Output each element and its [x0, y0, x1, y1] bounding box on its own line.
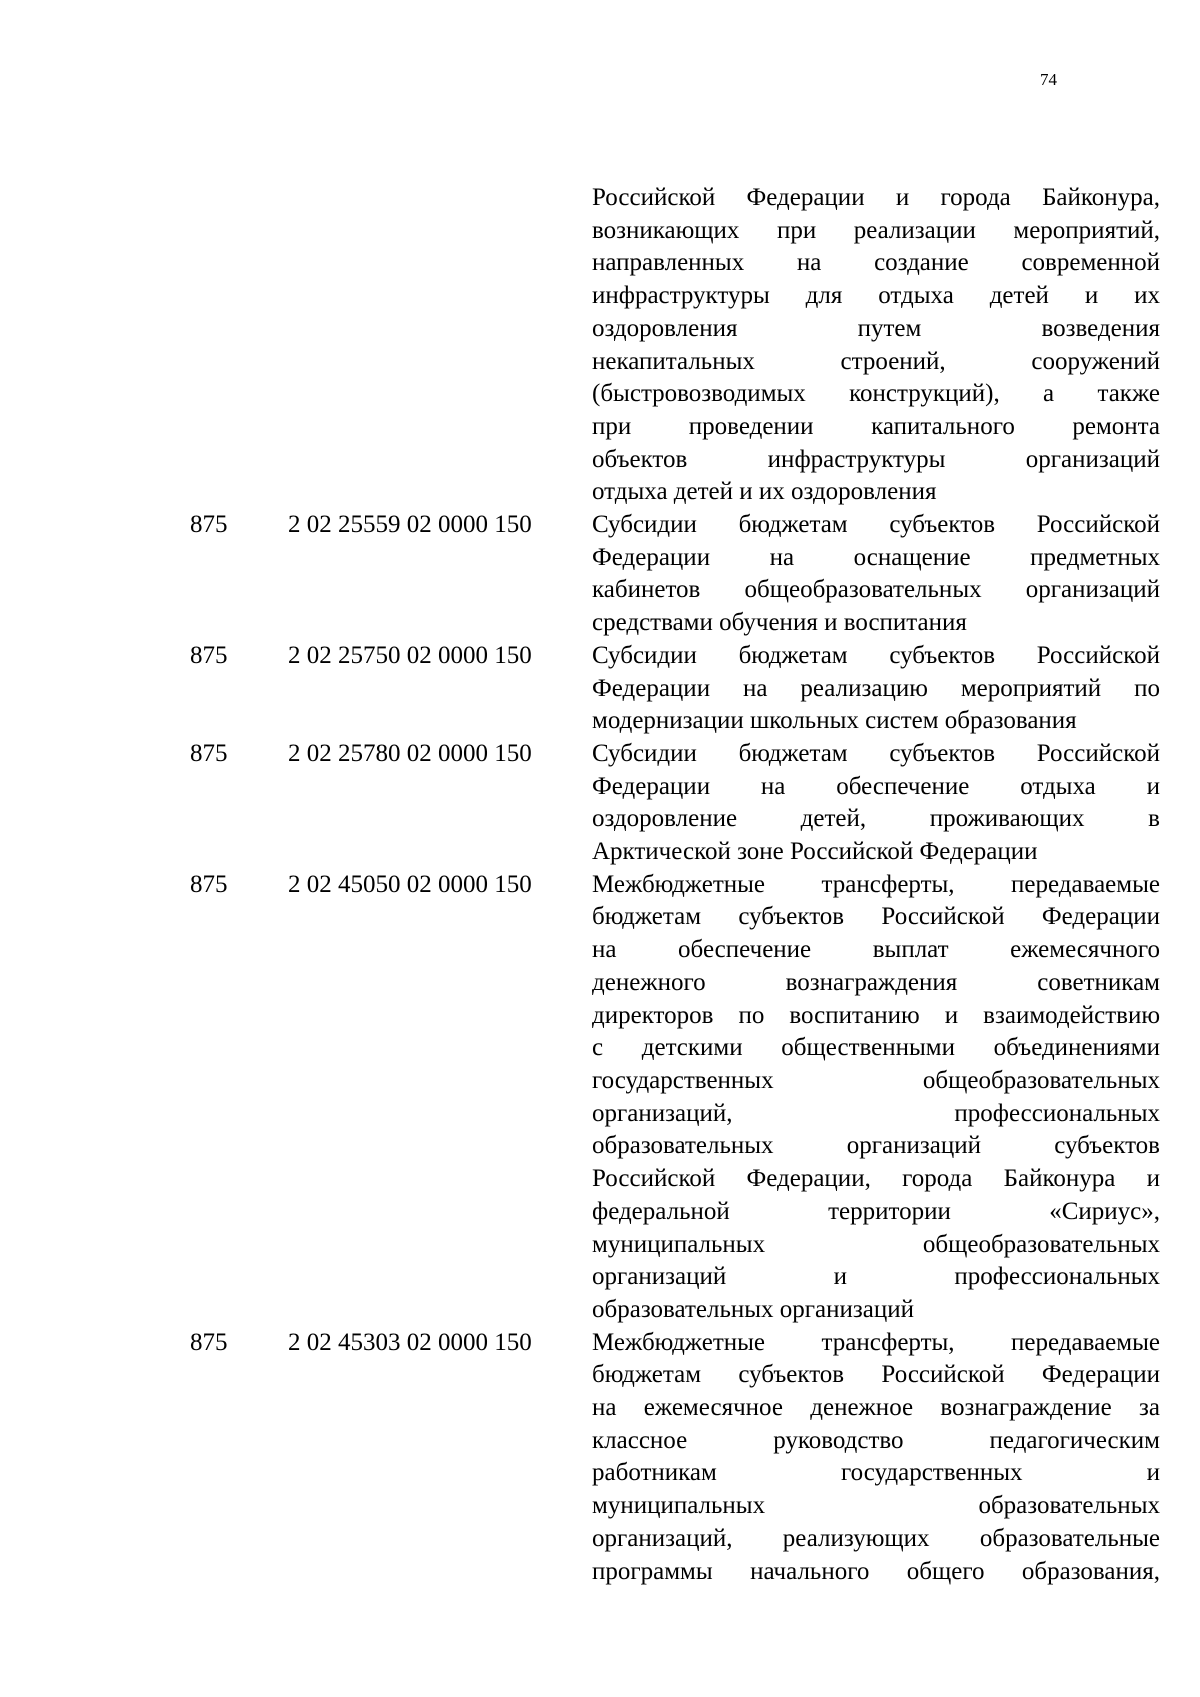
description-line: Субсидии бюджетам субъектов Российской	[592, 511, 1160, 539]
description-line: Российской Федерации и города Байконура,	[592, 184, 1160, 211]
description-line: кабинетов общеобразовательных организаций	[592, 576, 1160, 604]
description-line: организаций и профессиональных	[592, 1263, 1160, 1291]
description-line: образовательных организаций субъектов	[592, 1132, 1160, 1160]
table-row	[0, 182, 1200, 509]
description-line: с детскими общественными объединениями	[592, 1034, 1160, 1062]
description-line: федеральной территории «Сириус»,	[592, 1197, 1160, 1225]
admin-code: 875	[190, 1328, 228, 1356]
income-code: 2 02 25750 02 0000 150	[288, 641, 532, 669]
description-line: бюджетам субъектов Российской Федерации	[592, 1361, 1160, 1389]
description-line: средствами обучения и воспитания	[592, 609, 967, 637]
income-description	[592, 738, 1160, 869]
description-line: программы начального общего образования,	[592, 1557, 1160, 1585]
description-line: директоров по воспитанию и взаимодействию	[592, 1001, 1160, 1029]
description-line: некапитальных строений, сооружений	[592, 347, 1160, 375]
table-row	[0, 640, 1200, 738]
income-codes-table	[0, 182, 1200, 1588]
description-line: организаций, реализующих образовательные	[592, 1524, 1160, 1552]
table-row	[0, 1327, 1200, 1589]
description-line: Российской Федерации, города Байконура и	[592, 1165, 1160, 1193]
admin-code: 875	[190, 641, 228, 669]
table-row	[0, 869, 1200, 1327]
description-line: направленных на создание современной	[592, 249, 1160, 277]
description-line: при проведении капитального ремонта	[592, 412, 1160, 440]
income-description	[592, 640, 1160, 738]
description-line: Межбюджетные трансферты, передаваемые	[592, 1328, 1160, 1356]
income-description	[592, 1327, 1160, 1589]
description-line: Федерации на обеспечение отдыха и	[592, 772, 1160, 800]
description-line: государственных общеобразовательных	[592, 1066, 1160, 1094]
description-line: Субсидии бюджетам субъектов Российской	[592, 739, 1160, 767]
description-line: объектов инфраструктуры организаций	[592, 445, 1160, 473]
table-row	[0, 509, 1200, 640]
page-number: 74	[1040, 70, 1057, 89]
description-line: Федерации на оснащение предметных	[592, 543, 1160, 571]
admin-code: 875	[190, 870, 228, 898]
description-line: Межбюджетные трансферты, передаваемые	[592, 870, 1160, 898]
description-line: бюджетам субъектов Российской Федерации	[592, 903, 1160, 931]
description-line: инфраструктуры для отдыха детей и их	[592, 282, 1160, 310]
description-line: классное руководство педагогическим	[592, 1426, 1160, 1454]
income-description	[592, 869, 1160, 1327]
admin-code: 875	[190, 739, 228, 767]
income-code: 2 02 25780 02 0000 150	[288, 739, 532, 767]
description-line: (быстровозводимых конструкций), а также	[592, 380, 1160, 408]
income-description	[592, 182, 1160, 509]
description-line: возникающих при реализации мероприятий,	[592, 216, 1160, 244]
description-line: образовательных организаций	[592, 1295, 915, 1323]
description-line: на ежемесячное денежное вознаграждение за	[592, 1394, 1160, 1422]
description-line: модернизации школьных систем образования	[592, 707, 1077, 735]
table-row	[0, 738, 1200, 869]
description-line: на обеспечение выплат ежемесячного	[592, 936, 1160, 964]
description-line: работникам государственных и	[592, 1459, 1160, 1487]
description-line: отдыха детей и их оздоровления	[592, 478, 937, 506]
income-code: 2 02 45050 02 0000 150	[288, 870, 532, 898]
description-line: муниципальных общеобразовательных	[592, 1230, 1160, 1258]
description-line: оздоровления путем возведения	[592, 314, 1160, 342]
description-line: Субсидии бюджетам субъектов Российской	[592, 641, 1160, 669]
income-code: 2 02 45303 02 0000 150	[288, 1328, 532, 1356]
description-line: организаций, профессиональных	[592, 1099, 1160, 1127]
description-line: муниципальных образовательных	[592, 1492, 1160, 1520]
description-line: денежного вознаграждения советникам	[592, 968, 1160, 996]
admin-code: 875	[190, 511, 228, 539]
income-description	[592, 509, 1160, 640]
description-line: Арктической зоне Российской Федерации	[592, 838, 1038, 866]
description-line: Федерации на реализацию мероприятий по	[592, 674, 1160, 702]
description-line: оздоровление детей, проживающих в	[592, 805, 1160, 833]
income-code: 2 02 25559 02 0000 150	[288, 511, 532, 539]
